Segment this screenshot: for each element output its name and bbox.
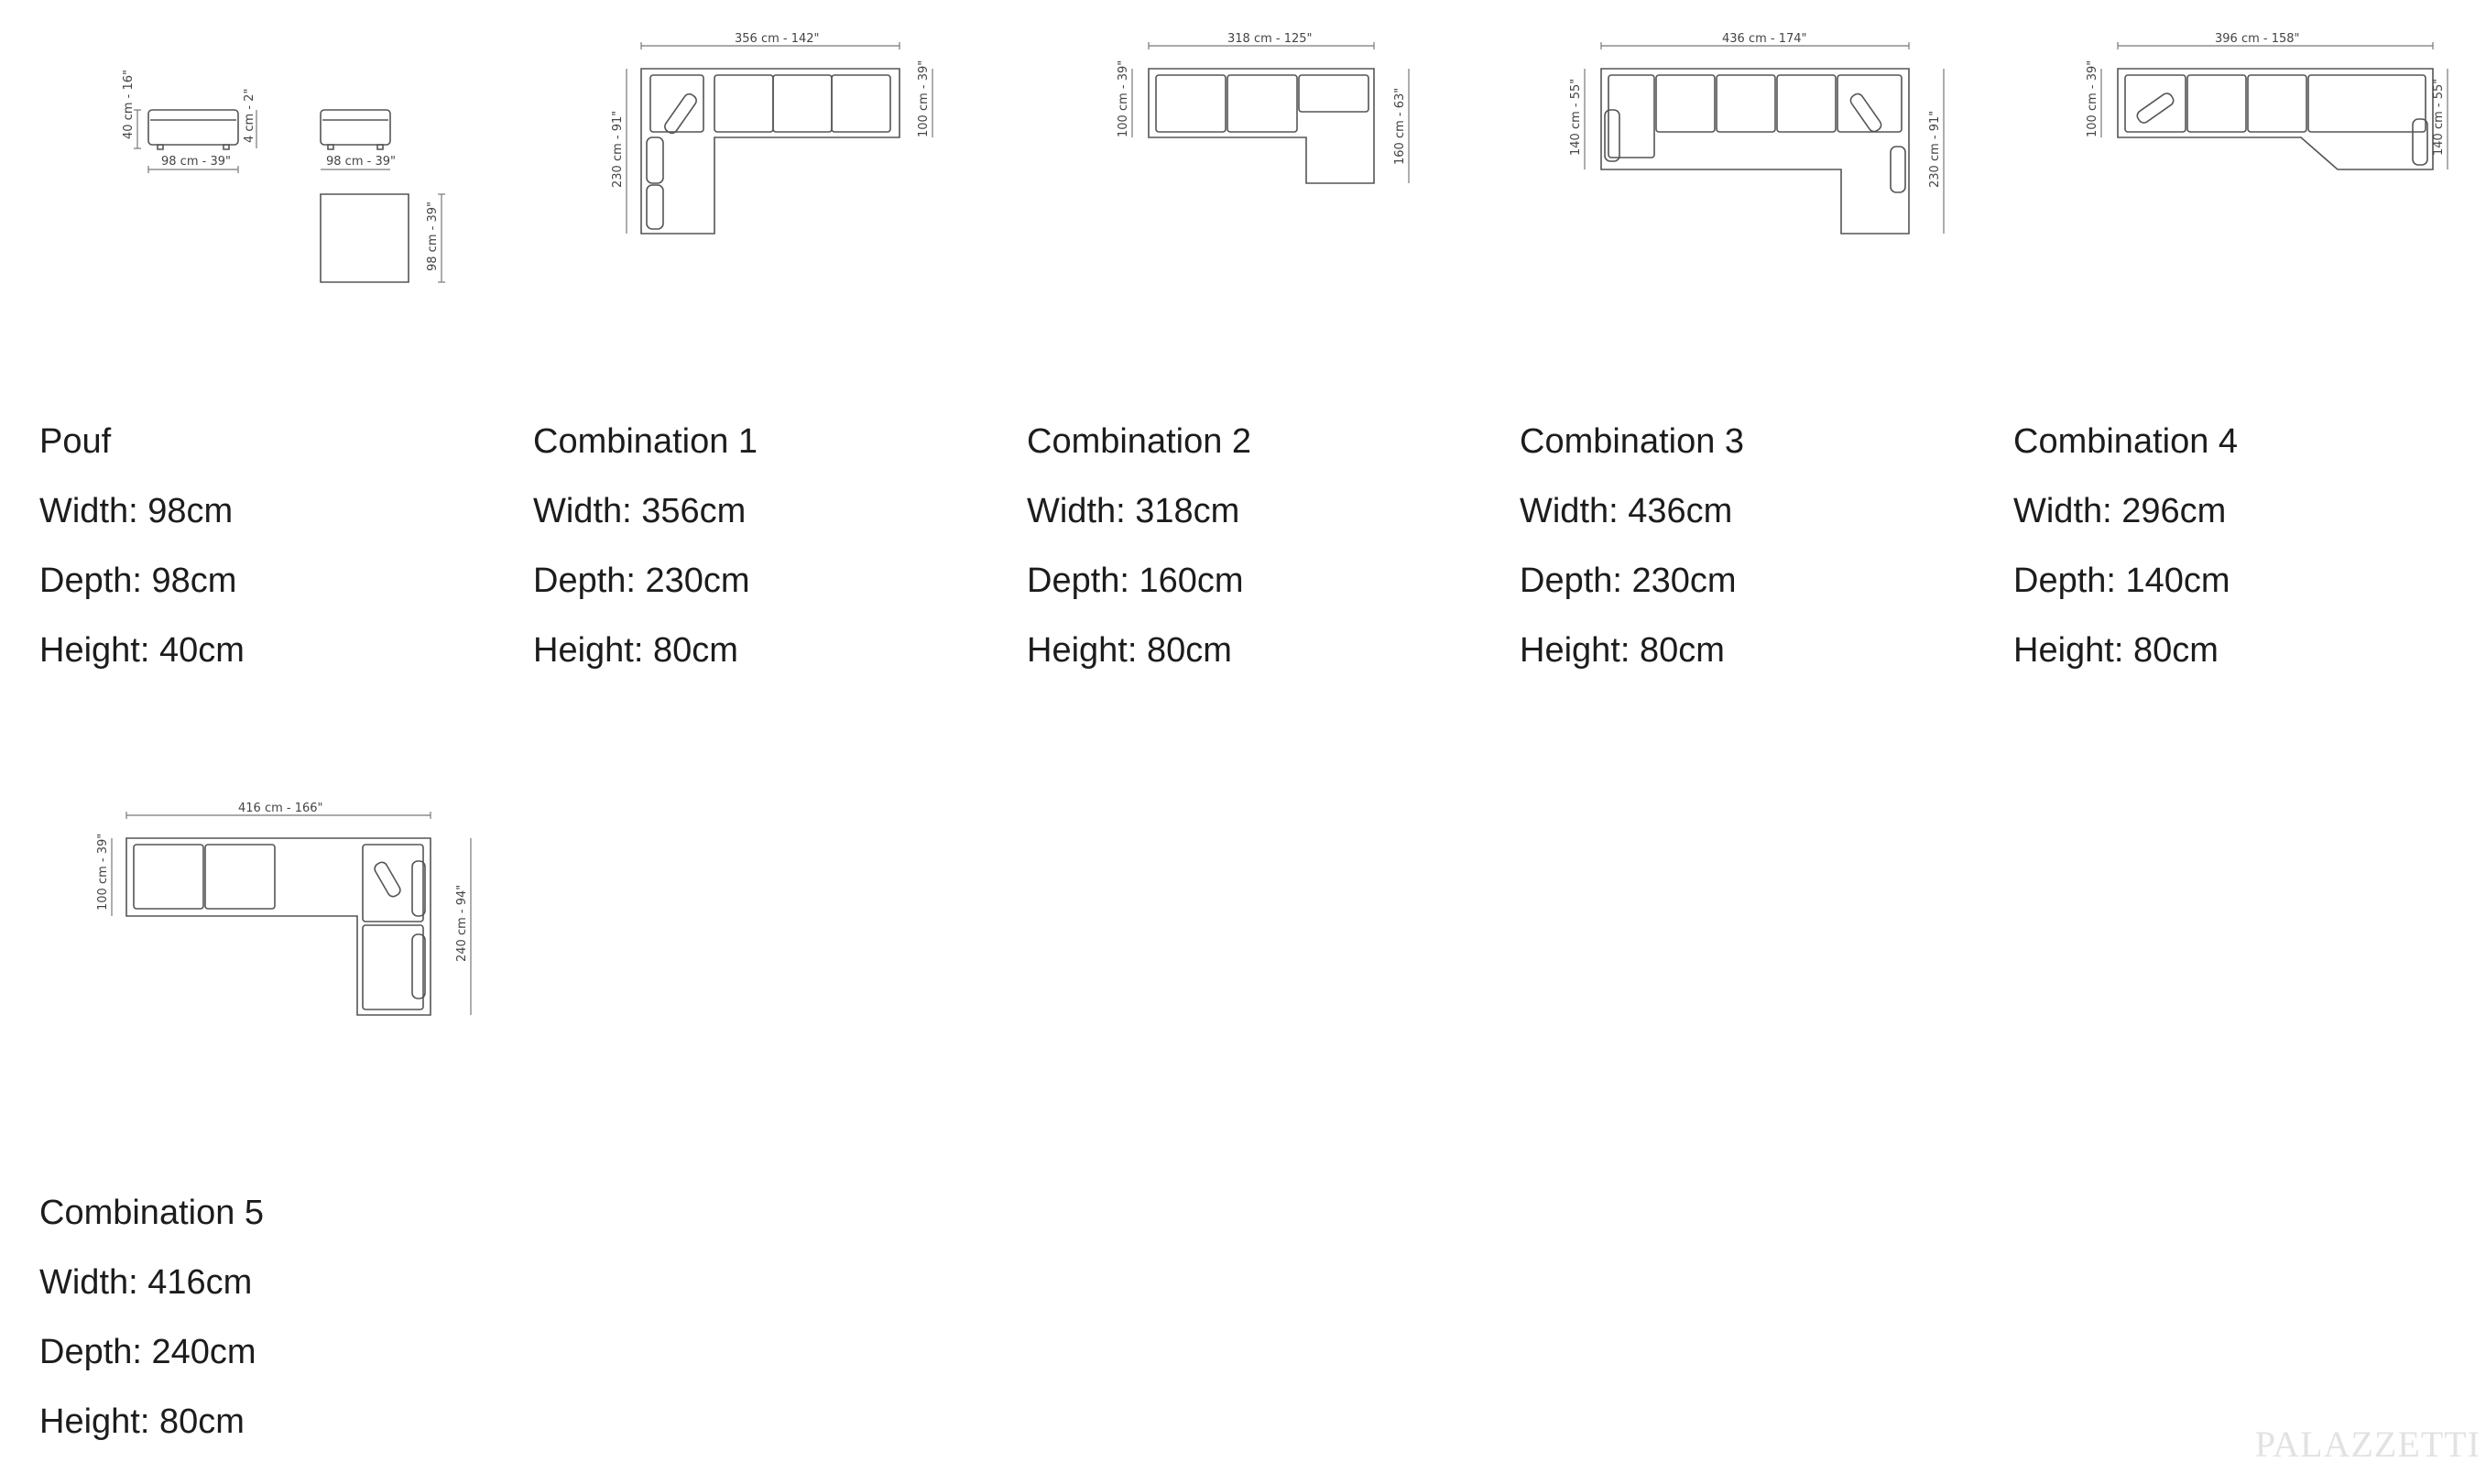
combination-5-drawing: [73, 797, 495, 1026]
combination-5-outline: [126, 838, 431, 1015]
product-name: Combination 5: [39, 1194, 265, 1232]
height-spec: Height: 80cm: [2013, 631, 2219, 670]
height-spec: Height: 80cm: [1520, 631, 1725, 670]
depth-spec: Depth: 240cm: [39, 1333, 256, 1371]
depth-spec: Depth: 230cm: [533, 562, 750, 600]
pouf-specs: [39, 424, 516, 668]
combination-5-left-label: 100 cm - 39": [96, 833, 110, 911]
width-spec: Width: 416cm: [39, 1263, 253, 1302]
combination-1-drawing: [595, 27, 953, 247]
brand-logo: PALAZZETTI: [2254, 1424, 2481, 1465]
pouf-depth-label: 98 cm - 39": [426, 202, 440, 271]
combination-3-specs: [1520, 424, 1996, 668]
height-spec: Height: 80cm: [533, 631, 738, 670]
width-spec: Width: 98cm: [39, 492, 234, 530]
combination-3-top-label: 436 cm - 174": [1722, 32, 1807, 46]
combination-2-outline: [1149, 69, 1374, 183]
combination-4-specs: [2013, 424, 2486, 668]
product-name: Combination 2: [1027, 422, 1252, 461]
product-name: Combination 4: [2013, 422, 2239, 461]
combination-2-right-label: 160 cm - 63": [1393, 87, 1407, 165]
pouf-drawing: [110, 70, 467, 293]
depth-spec: Depth: 98cm: [39, 562, 237, 600]
depth-spec: Depth: 160cm: [1027, 562, 1244, 600]
pouf-front-width-label: 98 cm - 39": [326, 155, 396, 169]
combination-2-top-label: 318 cm - 125": [1227, 32, 1313, 46]
combination-4-top-label: 396 cm - 158": [2215, 32, 2300, 46]
combination-5-right-label: 240 cm - 94": [455, 884, 469, 962]
width-spec: Width: 356cm: [533, 492, 747, 530]
pouf-side-view: [148, 110, 238, 145]
combination-3-drawing: [1548, 27, 1960, 247]
pouf-front-view: [321, 110, 390, 145]
width-spec: Width: 296cm: [2013, 492, 2227, 530]
combination-2-drawing: [1099, 27, 1466, 247]
combination-4-outline: [2118, 69, 2433, 169]
combination-3-right-label: 230 cm - 91": [1928, 110, 1942, 188]
combination-1-outline: [641, 69, 900, 234]
height-spec: Height: 80cm: [1027, 631, 1232, 670]
product-name: Pouf: [39, 422, 112, 461]
product-name: Combination 1: [533, 422, 758, 461]
height-spec: Height: 40cm: [39, 631, 245, 670]
product-name: Combination 3: [1520, 422, 1745, 461]
combination-5-top-label: 416 cm - 166": [238, 802, 323, 815]
height-spec: Height: 80cm: [39, 1402, 245, 1441]
combination-1-left-label: 230 cm - 91": [611, 110, 625, 188]
combination-1-top-label: 356 cm - 142": [735, 32, 820, 46]
combination-3-left-label: 140 cm - 55": [1569, 78, 1583, 156]
pouf-side-width-label: 98 cm - 39": [161, 155, 231, 169]
pouf-plan-view: [321, 194, 409, 282]
width-spec: Width: 318cm: [1027, 492, 1240, 530]
depth-spec: Depth: 140cm: [2013, 562, 2230, 600]
depth-spec: Depth: 230cm: [1520, 562, 1737, 600]
combination-2-specs: [1027, 424, 1503, 668]
combination-4-left-label: 100 cm - 39": [2086, 60, 2099, 137]
pouf-side-height-label: 40 cm - 16": [122, 70, 136, 139]
combination-2-left-label: 100 cm - 39": [1117, 60, 1130, 137]
combination-1-specs: [533, 424, 1009, 668]
combination-4-right-label: 140 cm - 55": [2432, 78, 2446, 156]
combination-4-drawing: [2061, 27, 2464, 247]
combination-3-outline: [1601, 69, 1909, 234]
pouf-leg-label: 4 cm - 2": [243, 88, 256, 143]
width-spec: Width: 436cm: [1520, 492, 1733, 530]
combination-5-specs: [39, 1195, 516, 1439]
combination-1-right-label: 100 cm - 39": [917, 60, 931, 137]
